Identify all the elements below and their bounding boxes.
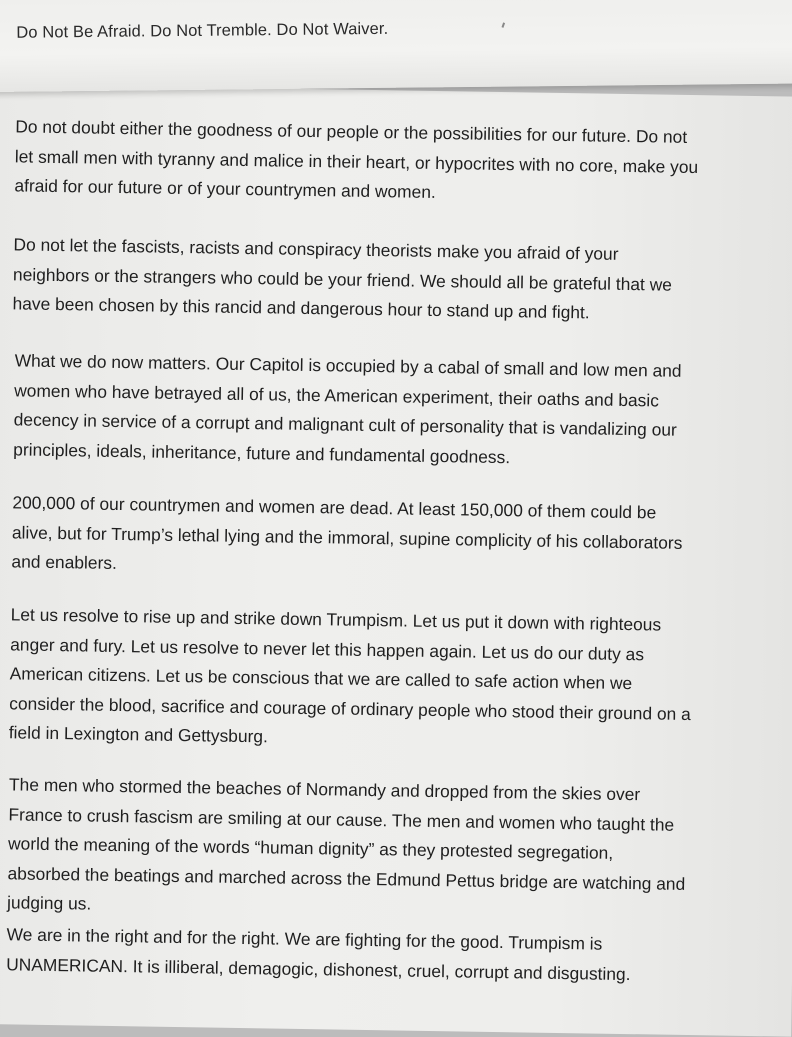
paragraph-4: 200,000 of our countrymen and women are dead. At least 150,000 of them could be alive, but for Trump’s lethal lying and the immoral, supine complicity of his collaborators and enablers. [11, 492, 683, 573]
paragraph-6: The men who stormed the beaches of Normandy and dropped from the skies over France to crush fascism are smiling at our cause. The men and women who taught the world the meaning of the words “human dignity” as they protested segregation, absorbed the beatings and marched across the Edmund Pettus bridge are watching and judging us. [6, 774, 686, 914]
body-sheet [0, 84, 792, 1037]
paragraph-1: Do not doubt either the goodness of our people or the possibilities for our future. Do not let small men with tyranny and malice in their heart, or hypocrites with no core, make you afraid for our future or of your countrymen and women. [14, 116, 699, 202]
paragraph-5: Let us resolve to rise up and strike down Trumpism. Let us put it down with righteous anger and fury. Let us resolve to never let this happen again. Let us do our duty as American citizens. Let us be conscious that we are called to safe action when we consider the blood, sacrifice and courage of ordinary people who stood their ground on a field in Lexington and Gettysburg. [8, 604, 691, 747]
pen-mark [502, 22, 506, 27]
document-body [6, 112, 792, 984]
paragraph-7: We are in the right and for the right. We are fighting for the good. Trumpism is UNAMERICAN. It is illiberal, demagogic, dishonest, cruel, corrupt and disgusting. [6, 924, 631, 984]
document-title: Do Not Be Afraid. Do Not Tremble. Do Not Waiver. [16, 19, 389, 42]
paragraph-3: What we do now matters. Our Capitol is occupied by a cabal of small and low men and women who have betrayed all of us, the American experiment, their oaths and basic decency in service of a corrupt and malignant cult of personality that is vandalizing our principles, ideals, inheritance, future and fundamental goodness. [13, 350, 682, 467]
title-sheet [0, 0, 792, 92]
paragraph-2: Do not let the fascists, racists and conspiracy theorists make you afraid of your neighbors or the strangers who could be your friend. We should all be grateful that we have been chosen by this rancid and dangerous hour to stand up and fight. [12, 234, 673, 323]
